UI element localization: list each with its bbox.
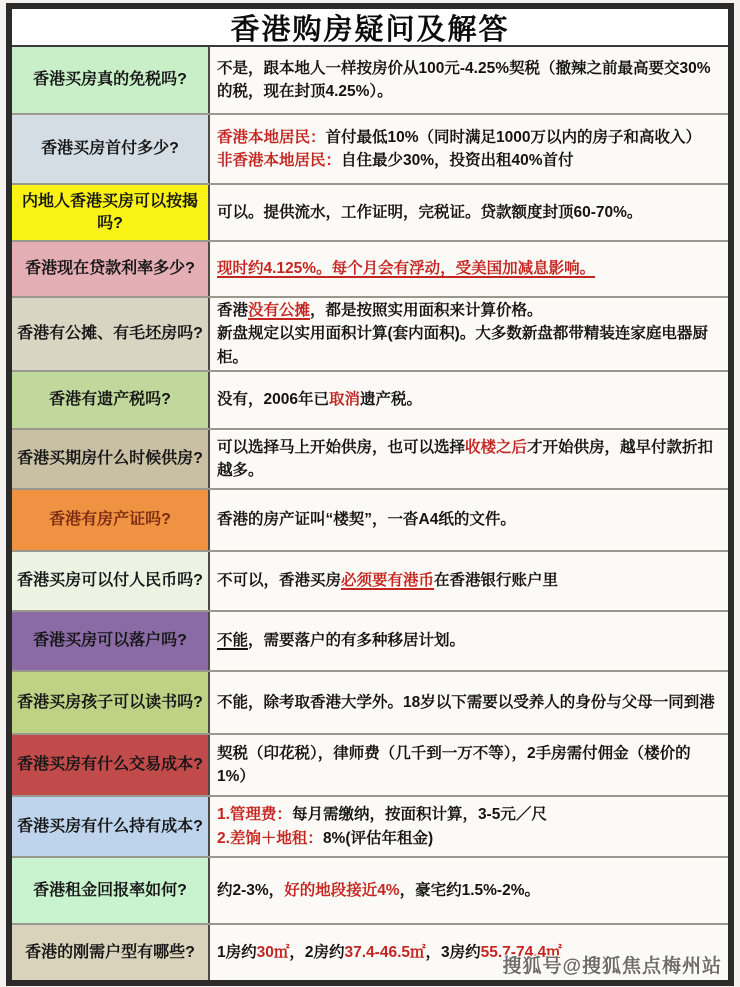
- answer-text-segment: 30㎡: [256, 943, 290, 961]
- answer-line: [217, 257, 720, 280]
- answer-text-segment: ，需要落户的有多种移居计划。: [248, 632, 466, 650]
- answer-cell: [210, 430, 728, 488]
- qa-row: [12, 735, 728, 797]
- page-title: 香港购房疑问及解答: [12, 9, 728, 47]
- answer-cell: [210, 185, 728, 240]
- answer-cell: [210, 858, 728, 923]
- answer-text-segment: 取消: [328, 391, 360, 409]
- infographic-frame: [6, 3, 734, 986]
- question-cell: 香港买房可以付人民币吗?: [12, 552, 210, 610]
- answer-text-segment: 现时约4.125%。每个月会有浮动，受美国加减息影响。: [217, 260, 596, 278]
- question-cell: 香港买房孩子可以读书吗?: [12, 672, 210, 733]
- answer-text-segment: 新盘规定以实用面积计算(套内面积)。大多数新盘都带精装连家庭电器厨柜。: [217, 325, 708, 366]
- answer-text-segment: 没有，2006年已: [217, 391, 329, 409]
- qa-row: [12, 612, 728, 672]
- answer-text-segment: 不能，除考取香港大学外。18岁以下需要以受养人的身份与父母一同到港: [217, 693, 715, 711]
- answer-line: [217, 879, 720, 902]
- answer-text-segment: ，3房约: [425, 943, 481, 961]
- qa-row: [12, 858, 728, 925]
- answer-cell: [210, 672, 728, 733]
- answer-line: [217, 126, 720, 149]
- qa-row: [12, 797, 728, 858]
- answer-cell: [210, 372, 728, 428]
- answer-text-segment: 不是，跟本地人一样按房价从100元-4.25%契税（撤辣之前最高要交30%的税，现在封顶4.25%）。: [217, 59, 711, 100]
- qa-row: [12, 298, 728, 372]
- answer-text-segment: 55.7-74.4㎡: [480, 943, 562, 961]
- question-cell: 香港的刚需户型有哪些?: [12, 925, 210, 980]
- answer-text-segment: 必须要有港币: [341, 572, 435, 590]
- answer-line: [217, 436, 720, 483]
- answer-text-segment: 可以。提供流水，工作证明，完税证。贷款额度封顶60-70%。: [217, 203, 643, 221]
- answer-text-segment: 才开始供房，越早付款折扣越多。: [217, 438, 714, 479]
- answer-cell: [210, 925, 728, 980]
- question-cell: 香港有公摊、有毛坯房吗?: [12, 298, 210, 370]
- answer-line: [217, 569, 720, 592]
- answer-text-segment: 香港本地居民：: [217, 128, 326, 146]
- answer-line: [217, 201, 720, 224]
- answer-line: [217, 299, 720, 322]
- answer-cell: [210, 797, 728, 856]
- answer-line: [217, 827, 720, 850]
- question-cell: 香港买房首付多少?: [12, 115, 210, 183]
- answer-cell: [210, 115, 728, 183]
- answer-text-segment: 每月需缴纳，按面积计算，3-5元／尺: [291, 806, 547, 824]
- answer-line: [217, 941, 720, 964]
- answer-text-segment: 香港: [217, 302, 249, 320]
- answer-text-segment: 1房约: [217, 943, 257, 961]
- question-cell: 香港买房真的免税吗?: [12, 47, 210, 113]
- answer-cell: [210, 552, 728, 610]
- qa-row: [12, 490, 728, 552]
- answer-cell: [210, 735, 728, 795]
- answer-cell: [210, 298, 728, 370]
- answer-line: [217, 57, 720, 104]
- answer-line: [217, 388, 720, 411]
- answer-text-segment: 契税（印花税），律师费（几千到一万不等），2手房需付佣金（楼价的1%）: [217, 744, 691, 785]
- question-cell: 香港有遗产税吗?: [12, 372, 210, 428]
- answer-line: [217, 322, 720, 369]
- answer-cell: [210, 242, 728, 296]
- answer-text-segment: 遗产税。: [360, 391, 423, 409]
- answer-text-segment: 可以选择马上开始供房，也可以选择: [217, 438, 466, 456]
- answer-line: [217, 803, 720, 826]
- answer-line: [217, 149, 720, 172]
- qa-row: [12, 185, 728, 242]
- answer-text-segment: 约2-3%，: [217, 881, 285, 899]
- question-cell: 香港有房产证吗?: [12, 490, 210, 550]
- answer-text-segment: ，豪宅约1.5%-2%。: [399, 881, 540, 899]
- qa-table: [12, 47, 728, 980]
- qa-row: [12, 925, 728, 980]
- answer-cell: [210, 47, 728, 113]
- answer-text-segment: 自住最少30%，投资出租40%首付: [341, 152, 574, 169]
- question-cell: 香港买房有什么持有成本?: [12, 797, 210, 856]
- qa-row: [12, 430, 728, 490]
- answer-text-segment: 非香港本地居民：: [217, 152, 342, 169]
- answer-text-segment: 在香港银行账户里: [434, 572, 559, 590]
- question-cell: 香港买房有什么交易成本?: [12, 735, 210, 795]
- answer-text-segment: 2.差饷＋地租：: [217, 829, 323, 847]
- answer-cell: [210, 612, 728, 670]
- answer-text-segment: 不能: [217, 632, 249, 650]
- answer-text-segment: 收楼之后: [465, 438, 528, 456]
- answer-text-segment: 37.4-46.5㎡: [344, 943, 426, 961]
- answer-text-segment: 1.管理费：: [217, 806, 292, 824]
- answer-text-segment: ，2房约: [289, 943, 345, 961]
- answer-line: [217, 629, 720, 652]
- answer-line: [217, 508, 720, 531]
- answer-text-segment: ，都是按照实用面积来计算价格。: [310, 302, 543, 320]
- qa-row: [12, 372, 728, 430]
- qa-row: [12, 552, 728, 612]
- answer-text-segment: 没有公摊: [248, 302, 311, 320]
- answer-line: [217, 742, 720, 789]
- question-cell: 香港买房可以落户吗?: [12, 612, 210, 670]
- qa-row: [12, 672, 728, 735]
- answer-line: [217, 691, 720, 714]
- answer-text-segment: 香港的房产证叫“楼契”，一沓A4纸的文件。: [217, 511, 516, 529]
- answer-cell: [210, 490, 728, 550]
- answer-text-segment: 首付最低10%（同时满足1000万以内的房子和高收入）: [325, 128, 702, 146]
- watermark: 搜狐号@搜狐焦点梅州站: [502, 956, 722, 977]
- question-cell: 香港现在贷款利率多少?: [12, 242, 210, 296]
- qa-row: [12, 115, 728, 185]
- answer-text-segment: 8%(评估年租金): [322, 829, 434, 847]
- question-cell: 内地人香港买房可以按揭吗?: [12, 185, 210, 240]
- qa-row: [12, 47, 728, 115]
- answer-text-segment: 不可以，香港买房: [217, 572, 342, 590]
- qa-row: [12, 242, 728, 298]
- question-cell: 香港租金回报率如何?: [12, 858, 210, 923]
- answer-text-segment: 好的地段接近4%: [284, 881, 400, 899]
- question-cell: 香港买期房什么时候供房?: [12, 430, 210, 488]
